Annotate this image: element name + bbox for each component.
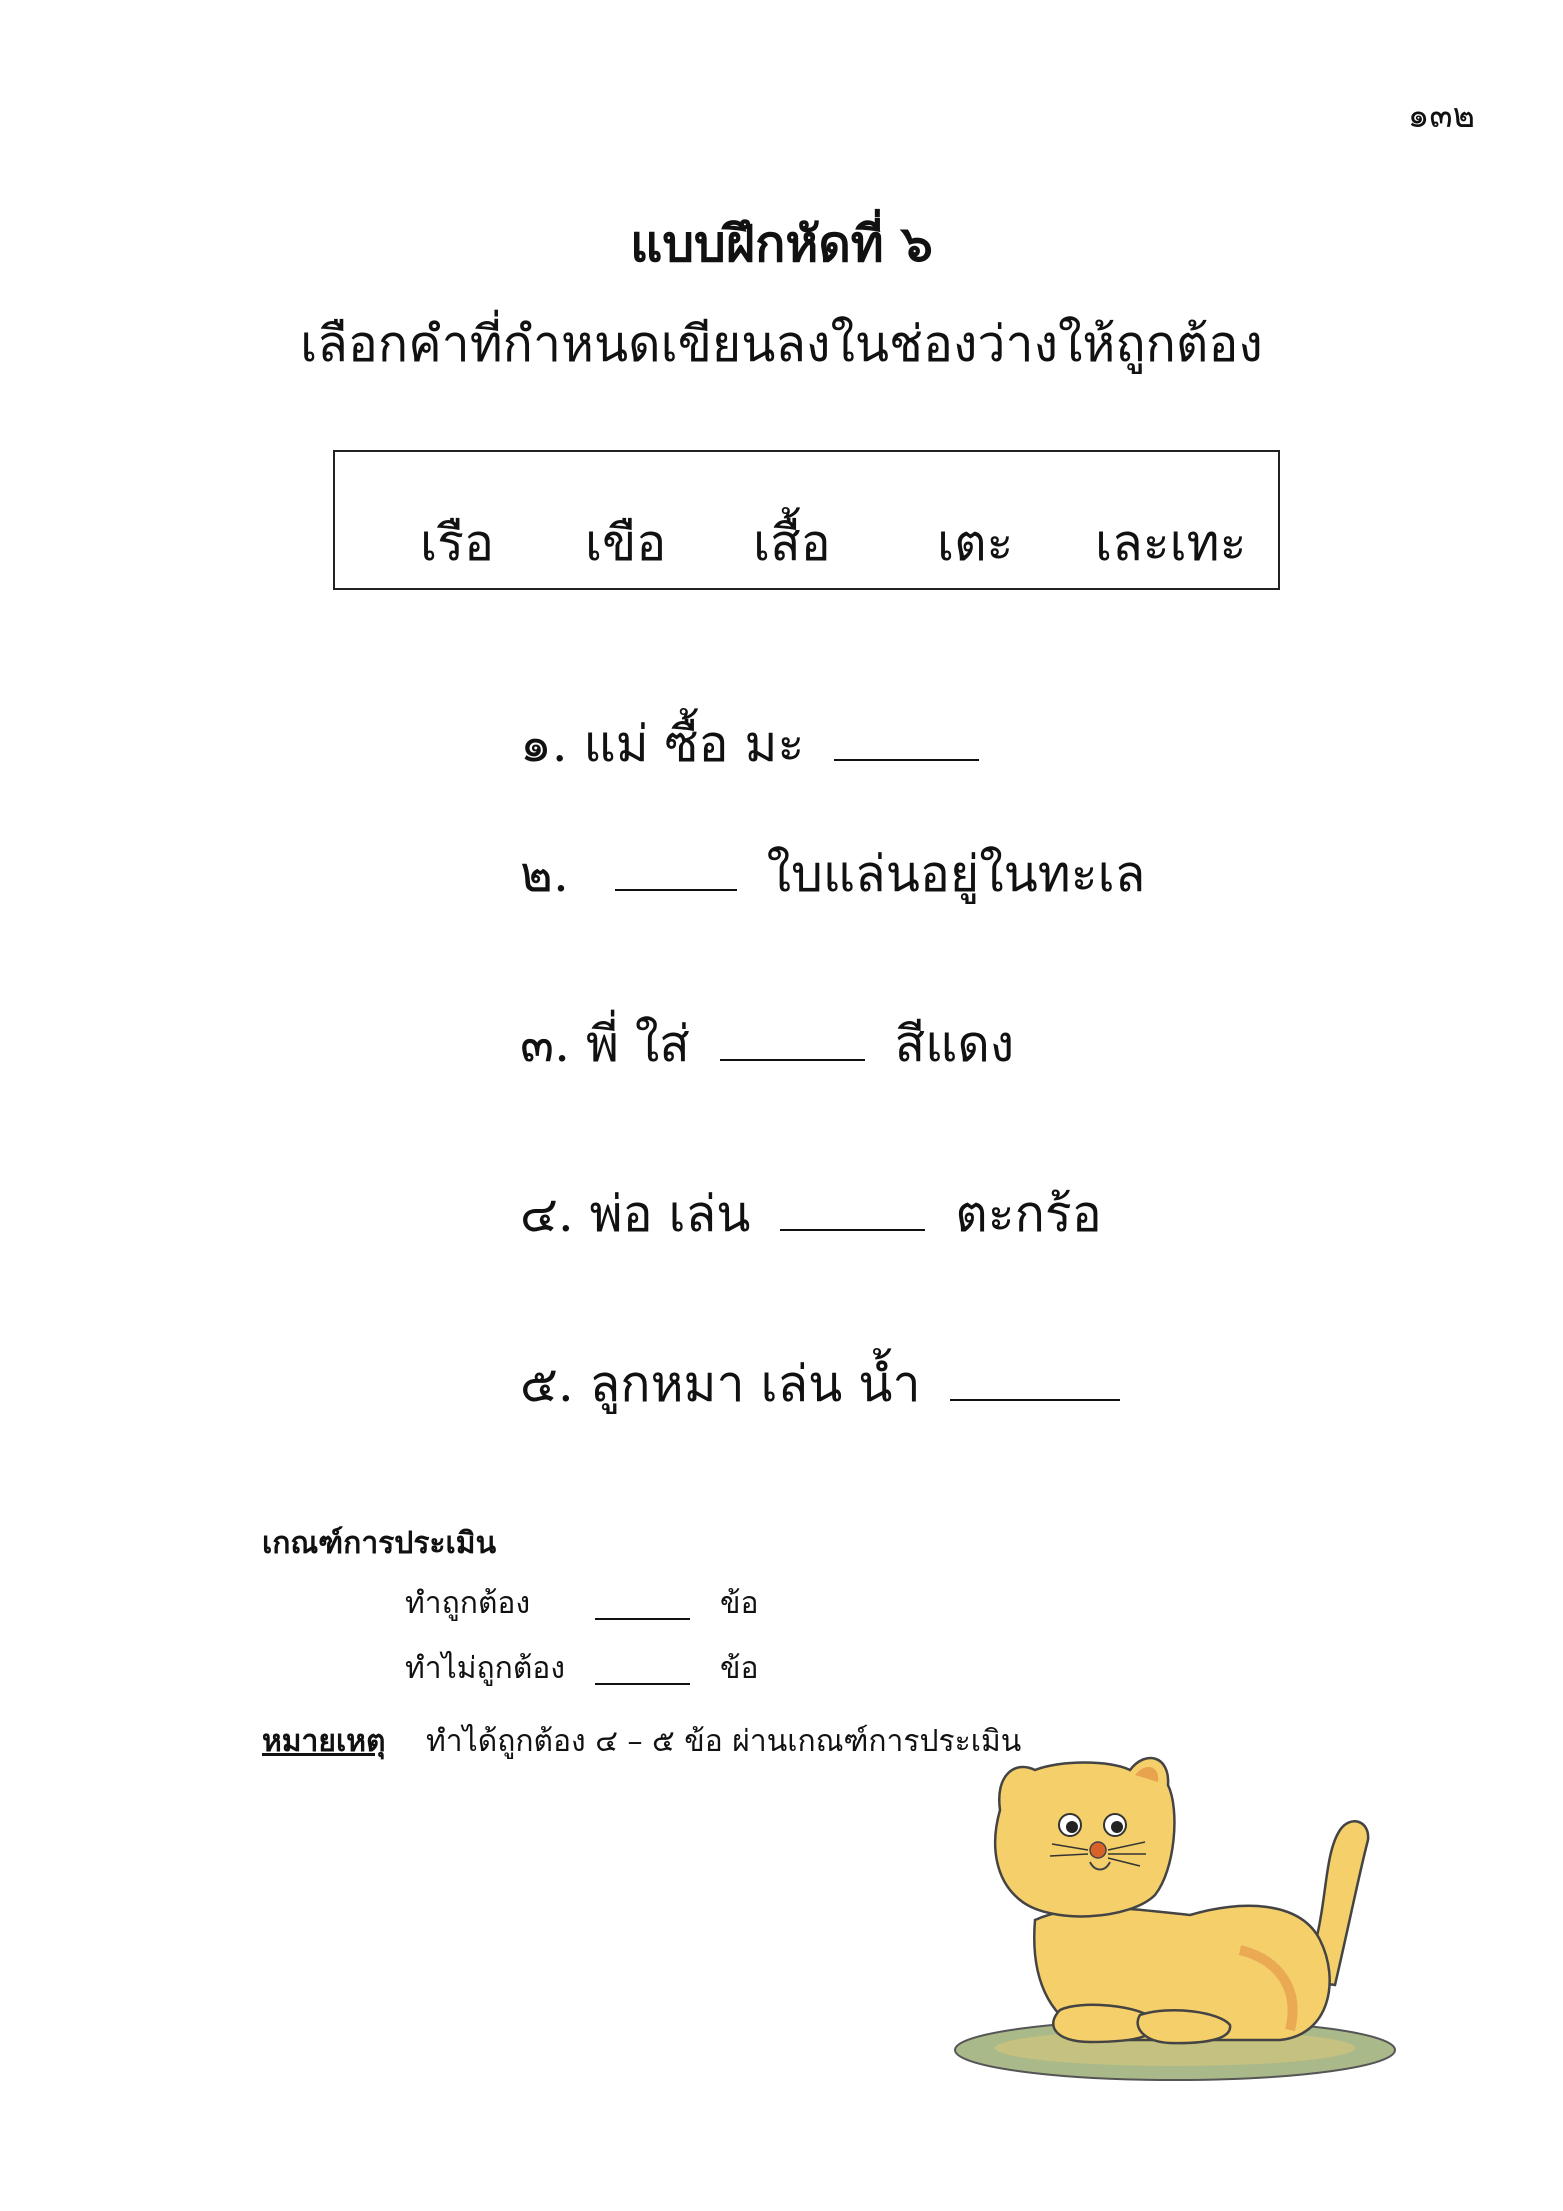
- criteria-title: เกณฑ์การประเมิน: [262, 1526, 497, 1561]
- question-number: ๔.: [520, 1185, 574, 1243]
- answer-blank[interactable]: [720, 1058, 865, 1061]
- question-text-after: ตะกร้อ: [955, 1185, 1102, 1243]
- question-text-after: สีแดง: [894, 1015, 1015, 1073]
- answer-blank[interactable]: [950, 1398, 1120, 1401]
- answer-blank[interactable]: [615, 888, 737, 891]
- criteria-unit: ข้อ: [720, 1586, 759, 1621]
- question-text-before: แม่ ซื้อ มะ: [583, 715, 805, 773]
- cat-paw: [1138, 2010, 1230, 2043]
- word-bank-item: เรือ: [420, 514, 494, 572]
- note-text: ทำได้ถูกต้อง ๔ – ๕ ข้อ ผ่านเกณฑ์การประเมิน: [426, 1724, 1022, 1759]
- word-bank-item: เสื้อ: [753, 514, 831, 572]
- question-2: [520, 835, 1145, 914]
- word-bank-item: เขือ: [585, 514, 667, 572]
- criteria-correct-label: ทำถูกต้อง: [405, 1586, 531, 1621]
- criteria-unit: ข้อ: [720, 1651, 759, 1686]
- word-bank-item: เตะ: [937, 514, 1014, 572]
- word-bank-box: [333, 450, 1280, 590]
- question-number: ๓.: [520, 1015, 571, 1073]
- question-number: ๕.: [520, 1355, 574, 1413]
- question-number: ๒.: [520, 845, 569, 903]
- page-number: ๑๓๒: [1407, 96, 1475, 136]
- cat-nose: [1090, 1842, 1106, 1858]
- answer-blank[interactable]: [780, 1228, 925, 1231]
- question-3: [520, 1005, 1014, 1084]
- criteria-incorrect-label: ทำไม่ถูกต้อง: [405, 1651, 565, 1686]
- question-text-before: พ่อ เล่น: [589, 1185, 751, 1243]
- question-4: [520, 1175, 1102, 1254]
- question-5: [520, 1345, 1134, 1424]
- question-text-before: พี่ ใส่: [585, 1015, 690, 1073]
- note-label: หมายเหตุ: [262, 1724, 386, 1759]
- question-text-before: ลูกหมา เล่น น้ำ: [589, 1355, 921, 1413]
- question-text-after: ใบแล่นอยู่ในทะเล: [766, 845, 1146, 903]
- question-1: [520, 705, 993, 784]
- exercise-title: แบบฝึกหัดที่ ๖: [630, 214, 933, 273]
- correct-count-blank[interactable]: [595, 1618, 690, 1620]
- cat-head: [995, 1758, 1174, 1916]
- answer-blank[interactable]: [834, 758, 979, 761]
- question-number: ๑.: [520, 715, 568, 773]
- word-bank-item: เละเทะ: [1095, 514, 1247, 572]
- incorrect-count-blank[interactable]: [595, 1683, 690, 1685]
- instruction-text: เลือกคำที่กำหนดเขียนลงในช่องว่างให้ถูกต้อง: [300, 315, 1263, 373]
- cat-illustration: [940, 1750, 1410, 2090]
